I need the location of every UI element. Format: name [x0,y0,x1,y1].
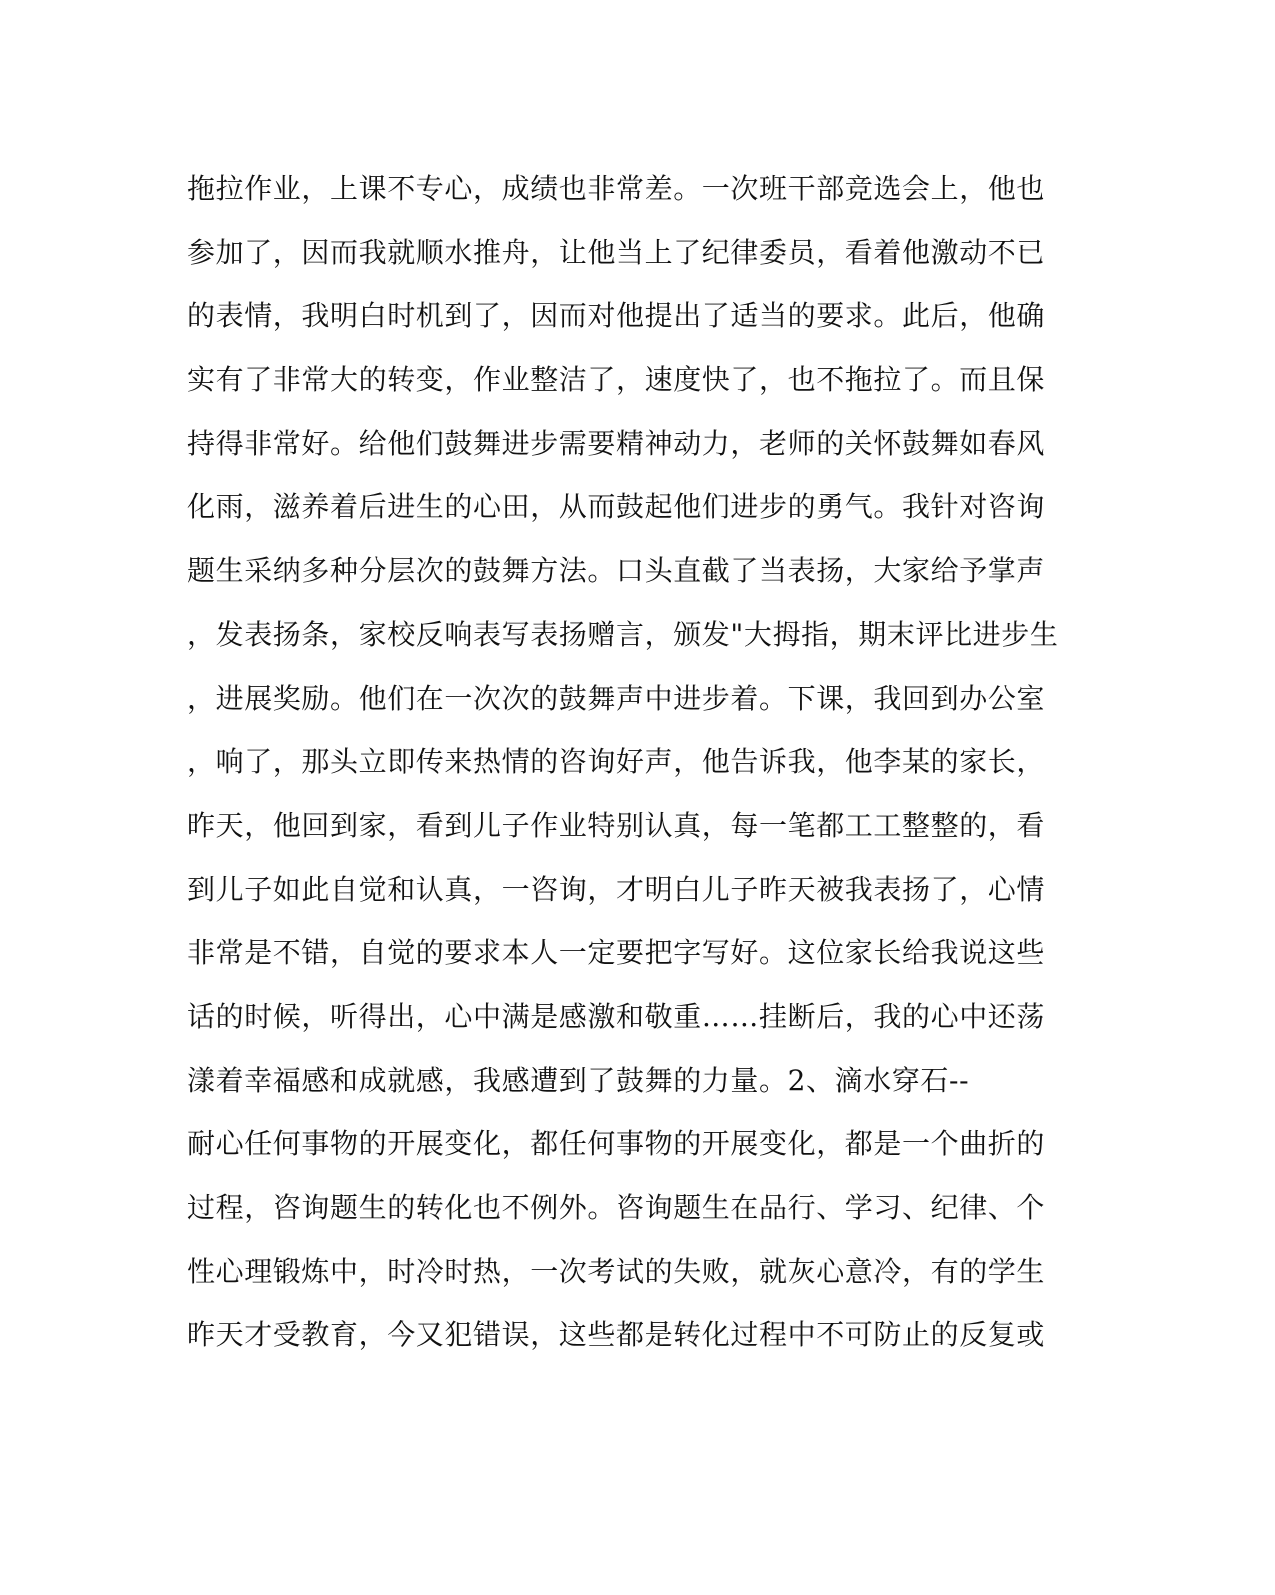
text-line: 的表情，我明白时机到了，因而对他提出了适当的要求。此后，他确 [187,299,1046,333]
text-line: 拖拉作业，上课不专心，成绩也非常差。一次班干部竞选会上，他也 [187,172,1046,205]
text-line: ，响了，那头立即传来热情的咨询好声，他告诉我，他李某的家长， [187,745,1046,779]
text-line: 到儿子如此自觉和认真，一咨询，才明白儿子昨天被我表扬了，心情 [187,872,1046,906]
text-line: 实有了非常大的转变，作业整洁了，速度快了，也不拖拉了。而且保 [187,363,1046,397]
text-line: 性心理锻炼中，时冷时热，一次考试的失败，就灰心意冷，有的学生 [187,1254,1046,1288]
text-line: 漾着幸福感和成就感，我感遭到了鼓舞的力量。2、滴水穿石-- [187,1063,970,1097]
text-line: 化雨，滋养着后进生的心田，从而鼓起他们进步的勇气。我针对咨询 [187,490,1046,524]
body-text [187,157,1087,1367]
text-line: 题生采纳多种分层次的鼓舞方法。口头直截了当表扬，大家给予掌声 [187,554,1046,588]
text-line: 昨天，他回到家，看到儿子作业特别认真，每一笔都工工整整的，看 [187,808,1046,842]
text-line: 持得非常好。给他们鼓舞进步需要精神动力，老师的关怀鼓舞如春风 [187,426,1046,460]
text-line: 话的时候，听得出，心中满是感激和敬重……挂断后，我的心中还荡 [187,999,1046,1033]
text-line: 昨天才受教育，今又犯错误，这些都是转化过程中不可防止的反复或 [187,1318,1046,1352]
text-line: ，发表扬条，家校反响表写表扬赠言，颁发"大拇指，期末评比进步生 [187,617,1059,651]
text-line: 参加了，因而我就顺水推舟，让他当上了纪律委员，看着他激动不已 [187,235,1046,269]
text-line: 耐心任何事物的开展变化，都任何事物的开展变化，都是一个曲折的 [187,1127,1046,1161]
text-line: 非常是不错，自觉的要求本人一定要把字写好。这位家长给我说这些 [187,936,1046,970]
text-line: 过程，咨询题生的转化也不例外。咨询题生在品行、学习、纪律、个 [187,1191,1046,1224]
text-line: ，进展奖励。他们在一次次的鼓舞声中进步着。下课，我回到办公室 [187,681,1046,715]
